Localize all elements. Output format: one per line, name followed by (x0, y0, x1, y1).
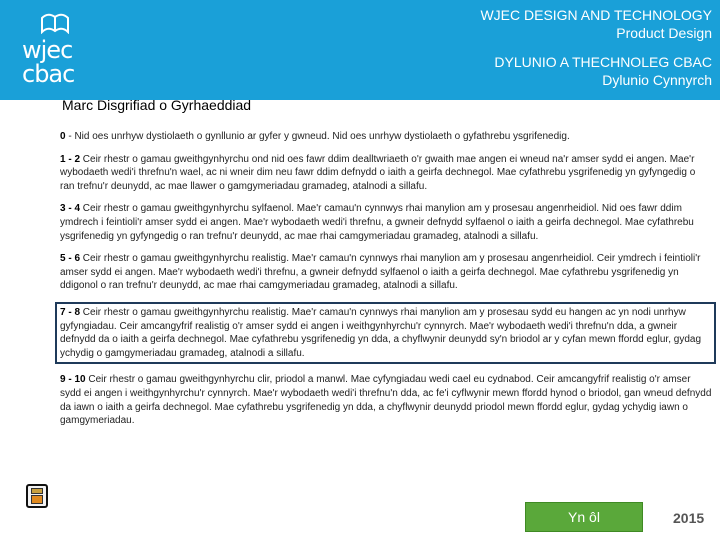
band-range: 3 - 4 (60, 203, 81, 215)
books-icon (40, 12, 70, 34)
band-1-2 (60, 153, 712, 194)
band-text: Ceir rhestr o gamau gweithgynhyrchu realistig. Mae'r camau'n cynnwys rhai manylion am y prosesau angenrheidiol. Ceir ymdrech i feintioli'r amser sydd ei angen. Mae'r wybodaeth wedi'i threfnu, a gwneir defnydd sylfaenol o iaith a geirfa dechnegol. Mae cyfathrebu ysgrifenedig yn ddigonol o ran trefnu'r deunydd, ac mae rhai camgymeriadau gramadeg, atalnodi a sillafu. (60, 253, 701, 292)
year-label: 2015 (673, 510, 705, 526)
title-welsh-line2: Dylunio Cynnyrch (602, 72, 712, 88)
band-text: Ceir rhestr o gamau gweithgynhyrchu ond nid oes fawr ddim dealltwriaeth o'r gwaith mae angen ei wneud na'r amser sydd ei angen. Mae'r wybodaeth wedi'i threfnu'n wael, ac ni wneir dim neu fawr ddim defnydd o iaith a geirfa dechnegol. Mae cyfathrebu ysgrifenedig yn gyfyngedig o ran trefnu'r deunydd, ac mae llawer o gamgymeriadau gramadeg, atalnodi a sillafu. (60, 153, 696, 192)
home-icon-roof (31, 488, 43, 494)
band-range: 5 - 6 (60, 253, 81, 265)
title-english-line2: Product Design (616, 25, 712, 41)
band-7-8-highlighted (55, 302, 716, 364)
title-welsh (312, 53, 712, 89)
title-english (312, 6, 712, 42)
band-9-10 (60, 373, 712, 427)
band-5-6 (60, 252, 712, 293)
band-0 (60, 130, 712, 144)
logo-text-wjec: wjec (22, 36, 73, 64)
home-icon[interactable] (26, 484, 48, 508)
band-range: 9 - 10 (60, 374, 86, 386)
band-text: Ceir rhestr o gamau gweithgynhyrchu clir, priodol a manwl. Mae cyfyngiadau wedi cael eu cydnabod. Ceir amcangyfrif realistig o'r amser sydd ei angen i weithgynhyrchu'r cynnyrch. Mae'r wybodaeth wedi'i threfnu'n dda, ac fe'i cyflwynir mewn ffordd hynod o briodol, gan wneud defnydd da iawn o iaith a geirfa dechnegol. Mae cyfathrebu ysgrifenedig yn dda, a chyflwynir deunydd priodol mewn ffordd eglur, gydag ychydig iawn o gamgymeriadau. (60, 374, 712, 427)
title-english-line1: WJEC DESIGN AND TECHNOLOGY (480, 7, 712, 23)
logo-text-cbac: cbac (22, 60, 75, 88)
header-banner (0, 0, 720, 100)
band-text: - Nid oes unrhyw dystiolaeth o gynllunio ar gyfer y gwneud. Nid oes unrhyw dystiolaeth o gyfathrebu ysgrifenedig. (65, 131, 570, 142)
band-3-4 (60, 202, 712, 243)
band-text: Ceir rhestr o gamau gweithgynhyrchu realistig. Mae'r camau'n cynnwys rhai manylion am y prosesau sydd eu hangen ac yn nodi unrhyw gyfyngiadau. Ceir amcangyfrif realistig o'r amser sydd ei angen i weithgynhyrchu'r cynnyrch. Mae'r wybodaeth wedi'i threfnu'n dda, a gwneir defnydd da o iaith a geirfa dechnegol. Mae cyfathrebu ysgrifenedig yn dda, a chyflwynir deunydd sy'n briodol ar y cyfan mewn ffordd eglur, gydag ychydig o gamgymeriadau gramadeg, atalnodi a sillafu. (60, 306, 702, 359)
band-range: 1 - 2 (60, 153, 81, 165)
band-text: Ceir rhestr o gamau gweithgynhyrchu sylfaenol. Mae'r camau'n cynnwys rhai manylion am y prosesau angenrheidiol. Nid oes fawr ddim ymdrech i feintioli'r amser sydd ei angen. Mae'r wybodaeth wedi'i threfnu, a gwneir defnydd sylfaenol o iaith a geirfa dechnegol. Mae cyfathrebu ysgrifenedig yn gyfyngedig o ran trefnu'r deunydd, ac mae rhai camgymeriadau gramadeg, atalnodi a sillafu. (60, 203, 694, 242)
band-range: 0 (60, 131, 66, 142)
home-icon-body (31, 495, 43, 504)
mark-descriptors (60, 130, 712, 437)
band-range: 7 - 8 (60, 306, 81, 318)
title-welsh-line1: DYLUNIO A THECHNOLEG CBAC (494, 54, 712, 70)
back-button[interactable]: Yn ôl (525, 502, 643, 532)
wjec-cbac-logo (18, 10, 88, 88)
page-title: Marc Disgrifiad o Gyrhaeddiad (62, 97, 252, 113)
